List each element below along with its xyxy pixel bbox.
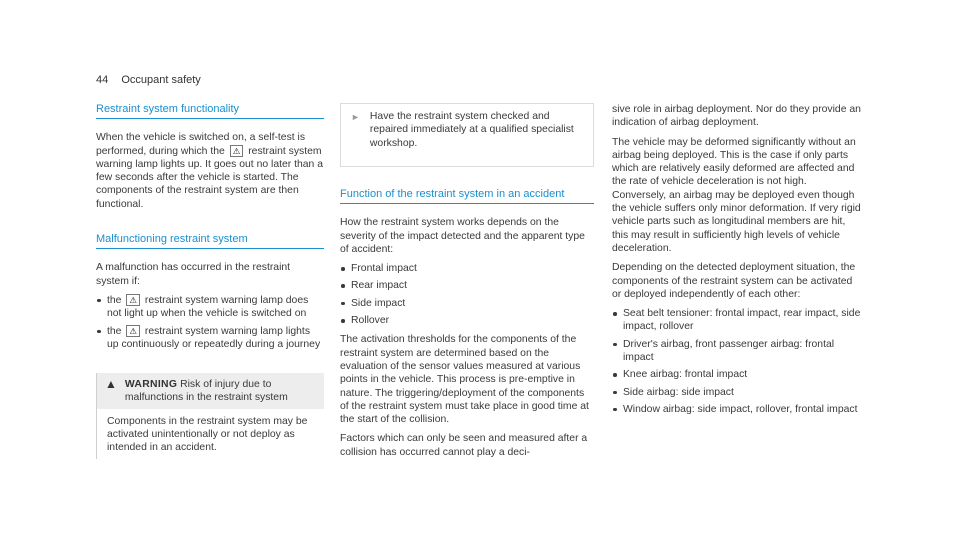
action-note-box [340, 103, 594, 167]
restraint-warning-icon: ⚠ [230, 145, 244, 157]
paragraph-accident-intro: How the restraint system works depends on the severity of the impact detected and the apparent type of accident: [340, 217, 585, 255]
paragraph-factors: Factors which can only be seen and measured after a collision has occurred cannot play a deci- [340, 433, 588, 458]
text-fragment: restraint system warning lamp lights up. It goes out no later than a few seconds after the vehicle is started. The components of the restraint system are then functional. [96, 145, 324, 210]
paragraph-deployment-situation: Depending on the detected deployment situation, the components of the restraint system can be activated or deployed independently of each other: [612, 262, 856, 300]
list-item: Driver's airbag, front passenger airbag: frontal impact [612, 338, 862, 365]
warning-header [97, 373, 324, 409]
warning-label: WARNING [124, 379, 178, 391]
text-fragment: the [107, 294, 122, 306]
list-item: Side airbag: side impact [612, 386, 862, 399]
column-middle [340, 103, 594, 465]
warning-body: Components in the restraint system may be activated unintentionally or not deploy as intended in an accident. [107, 415, 308, 454]
list-item: Side impact [340, 297, 594, 310]
heading-function-in-accident: Function of the restraint system in an accident [340, 188, 594, 204]
page-header [96, 74, 201, 86]
warning-triangle-icon: ▲ [105, 377, 117, 392]
heading-malfunctioning: Malfunctioning restraint system [96, 233, 324, 249]
warning-header-text [125, 378, 316, 405]
paragraph-malfunction-intro: A malfunction has occurred in the restraint system if: [96, 262, 291, 287]
paragraph-functionality [96, 131, 324, 211]
paragraph-decisive-role: sive role in airbag deployment. Nor do they provide an indication of airbag deployment. [612, 104, 861, 129]
text-fragment: restraint system warning lamp does not light up when the vehicle is switched on [107, 294, 309, 320]
restraint-warning-icon: ⚠ [126, 325, 140, 337]
section-title: Occupant safety [121, 74, 201, 86]
list-item: Seat belt tensioner: frontal impact, rear impact, side impact, rollover [612, 307, 862, 334]
column-right [612, 103, 862, 422]
list-item: Rollover [340, 314, 594, 327]
airbag-component-list [612, 307, 862, 416]
warning-box [96, 373, 324, 458]
play-arrow-icon: ► [351, 112, 360, 122]
list-item [96, 294, 324, 321]
malfunction-list [96, 294, 324, 351]
heading-restraint-functionality: Restraint system functionality [96, 103, 324, 119]
warning-summary: Risk of injury due to malfunctions in the restraint system [124, 379, 288, 404]
accident-type-list [340, 262, 594, 327]
column-left [96, 103, 324, 459]
list-item: Frontal impact [340, 262, 594, 275]
list-item: Knee airbag: frontal impact [612, 368, 862, 381]
restraint-warning-icon: ⚠ [126, 294, 140, 306]
paragraph-activation-thresholds: The activation thresholds for the components of the restraint system are determined based on the evaluation of the sensor values measured at various points in the vehicle. This process is pre-emptive in nature. The triggering/deployment of the components of the restraint system must take place in good time at the start of the collision. [340, 334, 589, 426]
text-fragment: restraint system warning lamp lights up continuously or repeatedly during a journey [107, 325, 321, 350]
action-note-text: Have the restraint system checked and repaired immediately at a qualified specialist workshop. [369, 111, 574, 149]
page-number: 44 [96, 74, 109, 86]
list-item: Window airbag: side impact, rollover, frontal impact [612, 403, 862, 416]
text-fragment: When the vehicle is switched on, a self-test is performed, during which the [96, 132, 306, 157]
paragraph-deformation: The vehicle may be deformed significantly without an airbag being deployed. This is the case if only parts which are relatively easily deformed are affected and the rate of vehicle deceleration is not high. Conversely, an airbag may be deployed even though the vehicle suffers only minor deformation. If very rigid vehicle parts such as longitudinal members are hit, this may result in sufficiently high levels of vehicle deceleration. [612, 136, 861, 254]
list-item: Rear impact [340, 279, 594, 292]
list-item [96, 325, 324, 352]
text-fragment: the [107, 325, 122, 337]
